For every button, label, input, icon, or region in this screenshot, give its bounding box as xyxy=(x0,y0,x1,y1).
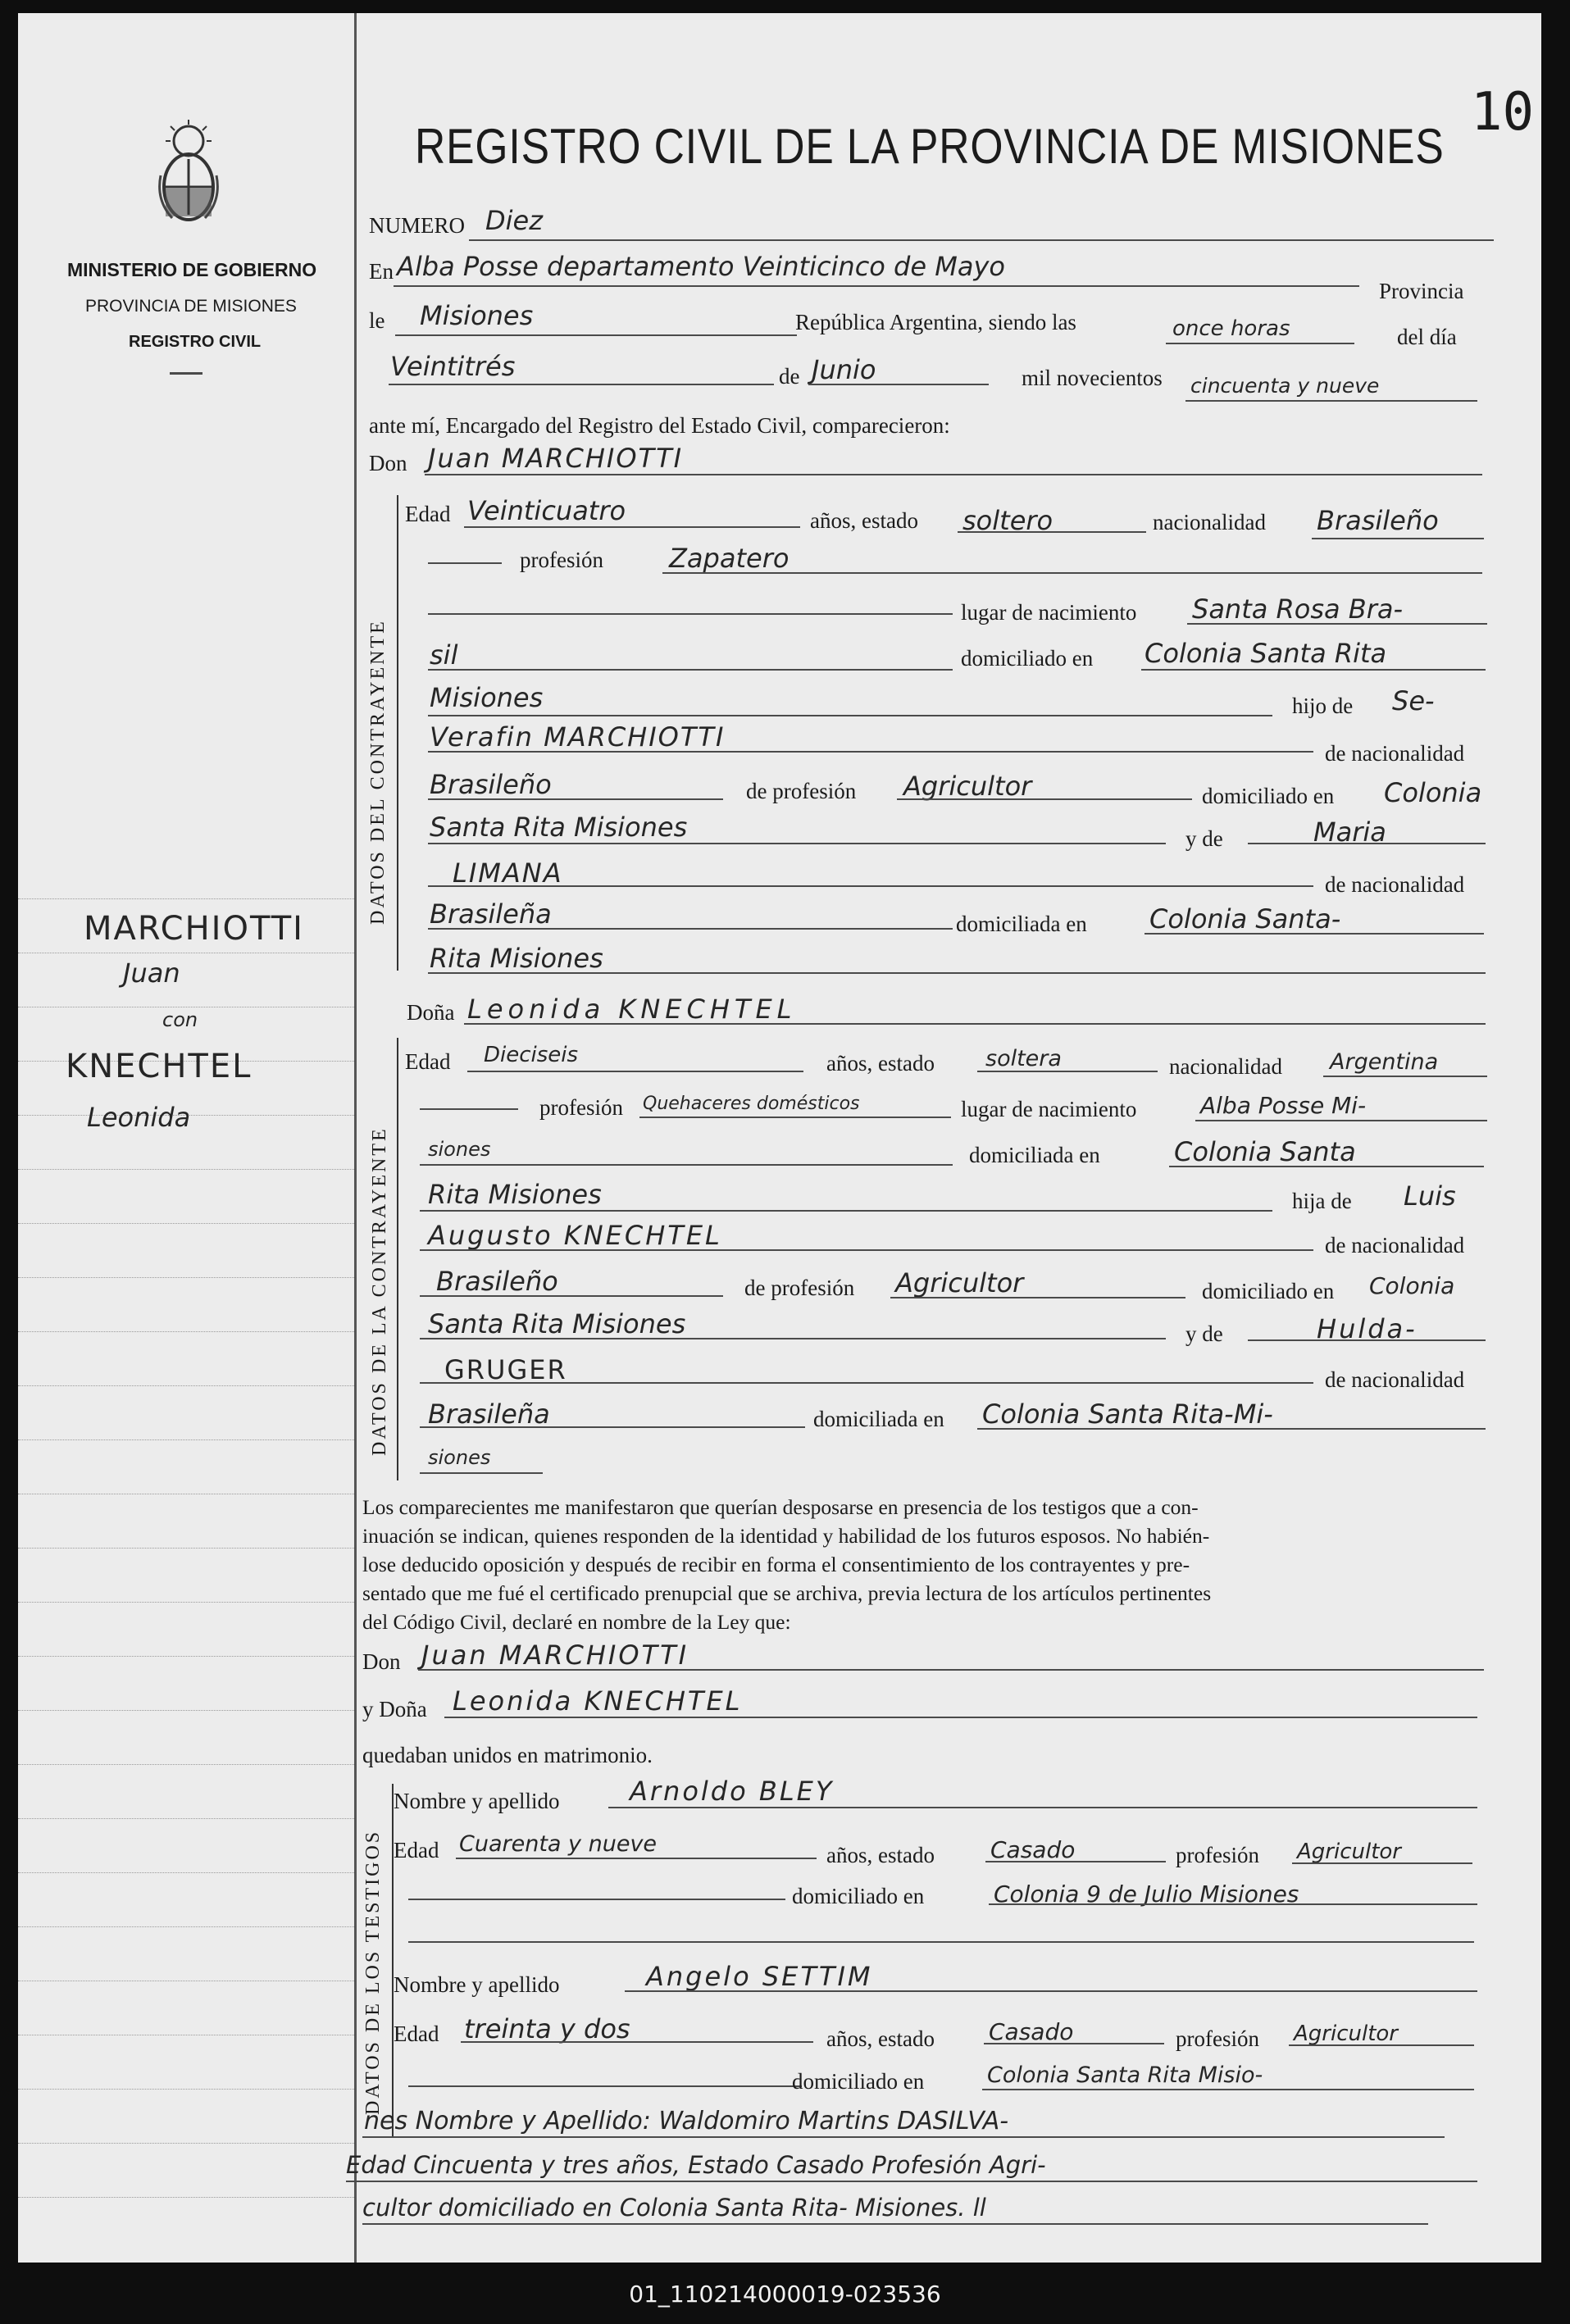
underline xyxy=(982,2089,1474,2090)
de-mes-label: de xyxy=(779,364,800,389)
decl-don-label: Don xyxy=(362,1649,401,1674)
padre-dom-value: Colonia xyxy=(1384,777,1482,808)
t2-domicilio-label: domiciliado en xyxy=(792,2069,925,2094)
underline xyxy=(428,843,1166,844)
margin-note-surname: MARCHIOTTI xyxy=(84,910,304,948)
underline xyxy=(362,2136,1445,2138)
margin-ruled-line xyxy=(18,898,354,899)
underline xyxy=(625,1990,1477,1992)
image-caption-bar xyxy=(0,2263,1570,2324)
underline xyxy=(389,384,774,385)
underline xyxy=(1166,343,1354,344)
madre-dom-value: Colonia Santa- xyxy=(1149,903,1341,935)
province-label: PROVINCIA DE MISIONES xyxy=(85,297,297,316)
profesion-label: profesión xyxy=(520,548,603,572)
republica-text: República Argentina, siendo las xyxy=(795,310,1076,334)
underline xyxy=(958,531,1146,533)
contrayenta-side-label: DATOS DE LA CONTRAYENTE xyxy=(369,1126,390,1456)
underline xyxy=(420,1210,1272,1212)
margin-ruled-line xyxy=(18,1710,354,1711)
page-title: REGISTRO CIVIL DE LA PROVINCIA DE MISIONES xyxy=(415,119,1445,174)
underline xyxy=(977,1071,1158,1072)
margin-ruled-line xyxy=(18,1548,354,1549)
padre-nac-value: Brasileño xyxy=(430,769,552,800)
lugar-value: Santa Rosa Bra- xyxy=(1192,594,1404,625)
estado-value-f: soltera xyxy=(985,1046,1062,1071)
t2-estado-value: Casado xyxy=(989,2018,1074,2045)
de-nac-label-f-2: de nacionalidad xyxy=(1325,1367,1465,1392)
underline xyxy=(420,1295,723,1297)
underline xyxy=(1141,669,1486,671)
t1-edad-value: Cuarenta y nueve xyxy=(459,1831,658,1857)
declaration-line-2: inuación se indican, quienes responden de la identidad y habilidad de los futuros esposos. No habién- xyxy=(362,1524,1210,1548)
estado-label-f: años, estado xyxy=(826,1051,935,1076)
de-nac-label: de nacionalidad xyxy=(1325,741,1465,766)
t1-nombre-label: Nombre y apellido xyxy=(394,1789,560,1813)
en-value: Alba Posse departamento Veinticinco de Mayo xyxy=(397,251,1005,282)
de-value: Misiones xyxy=(420,300,534,331)
t2-profesion-value: Agricultor xyxy=(1294,2022,1398,2046)
edad-value: Veinticuatro xyxy=(467,495,626,526)
t1-profesion-value: Agricultor xyxy=(1297,1840,1401,1864)
dona-value: Leonida KNECHTEL xyxy=(467,994,797,1025)
underline xyxy=(420,1426,805,1428)
provincia-label: Provincia xyxy=(1379,279,1464,303)
underline xyxy=(428,928,953,930)
underline xyxy=(428,972,1486,974)
underline xyxy=(464,526,800,528)
margin-ruled-line xyxy=(18,1926,354,1927)
domicilio-label: domiciliado en xyxy=(961,646,1094,671)
image-caption: 01_110214000019-023536 xyxy=(629,2281,941,2308)
testigos-side-label: DATOS DE LOS TESTIGOS xyxy=(362,1829,384,2115)
declaration-line-3: lose deducido oposición y después de recibir en forma el consentimiento de los contrayentes y pre- xyxy=(362,1553,1190,1576)
underline xyxy=(890,1297,1185,1298)
underline xyxy=(1289,2044,1474,2046)
underline xyxy=(1185,400,1477,402)
hija-value: Luis xyxy=(1404,1180,1456,1212)
margin-ruled-line xyxy=(18,1656,354,1657)
lugar-label: lugar de nacimiento xyxy=(961,600,1137,625)
dom-en-label: domiciliado en xyxy=(1202,784,1335,808)
dom-en-label-f: domiciliado en xyxy=(1202,1279,1335,1303)
y-de-label-f: y de xyxy=(1185,1321,1223,1346)
nacionalidad-value-f: Argentina xyxy=(1330,1049,1439,1075)
domicilio-value-f-cont: Rita Misiones xyxy=(428,1179,602,1210)
ante-mi-text: ante mí, Encargado del Registro del Estado Civil, comparecieron: xyxy=(369,413,950,438)
profesion-label-f: profesión xyxy=(539,1095,623,1120)
underline xyxy=(428,669,953,671)
nacionalidad-value: Brasileño xyxy=(1317,505,1439,536)
underline xyxy=(420,1164,953,1166)
padre-value-f: Augusto KNECHTEL xyxy=(428,1220,722,1251)
margin-ruled-line xyxy=(18,2143,354,2144)
underline xyxy=(394,285,1359,287)
underline xyxy=(428,715,1272,716)
y-de-label: y de xyxy=(1185,826,1223,851)
de-label: le xyxy=(369,308,385,333)
padre-dom-value-f-cont: Santa Rita Misiones xyxy=(428,1308,686,1339)
madre-dom-label: domiciliada en xyxy=(956,912,1087,936)
underline xyxy=(608,1807,1477,1808)
underline xyxy=(428,562,502,564)
mil-label: mil novecientos xyxy=(1022,366,1163,390)
underline xyxy=(989,1903,1477,1905)
underline xyxy=(408,1941,1474,1943)
dona-label: Doña xyxy=(407,1000,455,1025)
margin-note-surname2: KNECHTEL xyxy=(66,1048,253,1085)
dia-value: Veintitrés xyxy=(390,351,516,382)
underline xyxy=(1195,1120,1487,1121)
padre-prof-value: Agricultor xyxy=(903,771,1032,802)
underline xyxy=(420,1249,1313,1251)
margin-ruled-line xyxy=(18,1385,354,1386)
underline xyxy=(420,1382,1313,1384)
t1-domicilio-label: domiciliado en xyxy=(792,1884,925,1908)
domicilio-value-cont: Misiones xyxy=(430,682,544,713)
underline xyxy=(1292,1862,1472,1864)
mes-value: Junio xyxy=(812,354,876,385)
underline xyxy=(428,885,1313,887)
unidos-text: quedaban unidos en matrimonio. xyxy=(362,1743,653,1767)
underline xyxy=(897,798,1192,800)
hijo-label: hijo de xyxy=(1292,694,1354,718)
margin-note-name2: Leonida xyxy=(87,1102,191,1133)
page-number: 10 xyxy=(1471,82,1535,143)
underline xyxy=(977,1428,1486,1430)
madre-nac-value: Brasileña xyxy=(430,898,552,930)
lugar-label-f: lugar de nacimiento xyxy=(961,1097,1137,1121)
extra-witness-line-1: nes Nombre y Apellido: Waldomiro Martins DASILVA- xyxy=(364,2107,1009,2135)
numero-value: Diez xyxy=(485,205,544,236)
divider xyxy=(170,372,203,375)
edad-label: Edad xyxy=(405,502,451,526)
padre-value: Verafin MARCHIOTTI xyxy=(430,721,726,753)
decl-dona-value: Leonida KNECHTEL xyxy=(453,1685,743,1717)
t2-edad-value: treinta y dos xyxy=(464,2013,630,2044)
t1-estado-label: años, estado xyxy=(826,1843,935,1867)
underline xyxy=(1312,538,1484,539)
estado-label: años, estado xyxy=(810,508,918,533)
lugar-value-f: Alba Posse Mi- xyxy=(1200,1092,1367,1119)
margin-ruled-line xyxy=(18,1602,354,1603)
numero-label: NUMERO xyxy=(369,213,466,238)
underline xyxy=(362,2223,1428,2225)
lugar-value-cont: sil xyxy=(430,639,458,671)
underline xyxy=(985,1861,1166,1862)
decl-dona-label: y Doña xyxy=(362,1697,427,1721)
madre-dom-label-f: domiciliada en xyxy=(813,1407,944,1431)
don-label: Don xyxy=(369,451,407,475)
contrayente-bracket xyxy=(397,495,398,971)
underline xyxy=(1187,623,1487,625)
register-page xyxy=(18,13,1541,2263)
underline xyxy=(639,1117,951,1118)
registry-label: REGISTRO CIVIL xyxy=(129,333,262,351)
padre-prof-value-f: Agricultor xyxy=(895,1267,1024,1298)
margin-ruled-line xyxy=(18,2197,354,2198)
t2-edad-label: Edad xyxy=(394,2022,439,2046)
madre-dom-value-f: Colonia Santa Rita-Mi- xyxy=(982,1398,1273,1430)
contrayente-side-label: DATOS DEL CONTRAYENTE xyxy=(367,619,389,925)
madre-nac-value-f: Brasileña xyxy=(428,1398,550,1430)
margin-ruled-line xyxy=(18,1223,354,1224)
underline xyxy=(469,239,1494,241)
t1-profesion-label: profesión xyxy=(1176,1843,1259,1867)
del-dia-label: del día xyxy=(1397,325,1457,349)
madre-value-f-cont: GRUGER xyxy=(444,1354,567,1385)
nacionalidad-label: nacionalidad xyxy=(1153,510,1266,534)
madre-value: Maria xyxy=(1313,816,1386,848)
underline xyxy=(408,1899,785,1900)
underline xyxy=(464,1023,1486,1025)
margin-note-name: Juan xyxy=(123,957,180,989)
nacionalidad-label-f: nacionalidad xyxy=(1169,1054,1282,1079)
margin-note-con: con xyxy=(162,1008,198,1031)
don-value: Juan MARCHIOTTI xyxy=(428,443,684,474)
t2-nombre-label: Nombre y apellido xyxy=(394,1972,560,1997)
underline xyxy=(1248,843,1486,844)
underline xyxy=(461,2041,813,2043)
madre-dom-value-cont: Rita Misiones xyxy=(430,943,603,974)
t1-nombre-value: Arnoldo BLEY xyxy=(630,1776,835,1807)
estado-value: soltero xyxy=(962,505,1053,536)
domicilio-value-f: Colonia Santa xyxy=(1174,1136,1356,1167)
de-prof-label: de profesión xyxy=(746,779,857,803)
t2-profesion-label: profesión xyxy=(1176,2026,1259,2051)
margin-ruled-line xyxy=(18,1764,354,1765)
extra-witness-line-2: Edad Cincuenta y tres años, Estado Casado Profesión Agri- xyxy=(346,2151,1046,2179)
underline xyxy=(428,613,953,615)
underline xyxy=(418,1669,1484,1671)
underline xyxy=(428,751,1313,753)
underline xyxy=(984,2043,1164,2044)
underline xyxy=(395,334,797,336)
underline xyxy=(1248,1339,1486,1341)
margin-ruled-line xyxy=(18,1818,354,1819)
edad-value-f: Dieciseis xyxy=(484,1043,579,1067)
underline xyxy=(346,2181,1477,2182)
underline xyxy=(420,1338,1166,1339)
underline xyxy=(467,1071,803,1072)
margin-ruled-line xyxy=(18,1277,354,1278)
underline xyxy=(662,572,1482,574)
t1-domicilio-value: Colonia 9 de Julio Misiones xyxy=(994,1881,1299,1908)
margin-column xyxy=(18,13,357,2263)
domicilio-value: Colonia Santa Rita xyxy=(1145,638,1387,669)
testigos-bracket xyxy=(392,1784,394,2136)
madre-value-f: Hulda- xyxy=(1317,1313,1418,1344)
declaration-line-4: sentado que me fué el certificado prenupcial que se archiva, previa lectura de los artículos pertinentes xyxy=(362,1581,1212,1605)
declaration-line-1: Los comparecientes me manifestaron que querían desposarse en presencia de los testigos que a con- xyxy=(362,1495,1199,1519)
hijo-value: Se- xyxy=(1392,685,1435,716)
hora-value: once horas xyxy=(1172,316,1290,341)
edad-label-f: Edad xyxy=(405,1049,451,1074)
underline xyxy=(1169,1166,1484,1167)
coat-of-arms-icon xyxy=(156,118,221,226)
padre-nac-value-f: Brasileño xyxy=(436,1266,558,1297)
padre-dom-value-f: Colonia xyxy=(1369,1272,1455,1299)
t2-domicilio-value: Colonia Santa Rita Misio- xyxy=(987,2062,1263,2088)
ministry-label: MINISTERIO DE GOBIERNO xyxy=(67,259,317,280)
de-nac-label-f: de nacionalidad xyxy=(1325,1233,1465,1258)
t2-estado-label: años, estado xyxy=(826,2026,935,2051)
padre-dom-value-cont: Santa Rita Misiones xyxy=(430,812,688,843)
margin-ruled-line xyxy=(18,1872,354,1873)
contrayenta-bracket xyxy=(397,1038,398,1480)
madre-value-cont: LIMANA xyxy=(453,857,563,889)
underline xyxy=(1145,933,1484,935)
de-prof-label-f: de profesión xyxy=(744,1276,855,1300)
declaration-line-5: del Código Civil, declaré en nombre de la Ley que: xyxy=(362,1610,791,1634)
margin-ruled-line xyxy=(18,2089,354,2090)
margin-ruled-line xyxy=(18,1439,354,1440)
margin-ruled-line xyxy=(18,1331,354,1332)
underline xyxy=(1323,1076,1487,1077)
underline xyxy=(420,1472,543,1474)
hija-label: hija de xyxy=(1292,1189,1352,1213)
underline xyxy=(408,2085,802,2087)
underline xyxy=(425,474,1482,475)
lugar-value-f-cont: siones xyxy=(428,1138,491,1161)
decl-don-value: Juan MARCHIOTTI xyxy=(421,1640,689,1671)
underline xyxy=(456,1858,817,1859)
t1-estado-value: Casado xyxy=(990,1836,1076,1863)
domicilio-label-f: domiciliada en xyxy=(969,1143,1100,1167)
profesion-value: Zapatero xyxy=(669,543,790,574)
underline xyxy=(428,798,723,800)
t2-nombre-value: Angelo SETTIM xyxy=(646,1961,873,1992)
madre-dom-value-f-cont: siones xyxy=(428,1446,491,1469)
underline xyxy=(420,1108,518,1110)
extra-witness-line-3: cultor domiciliado en Colonia Santa Rita- Misiones. ll xyxy=(362,2194,986,2222)
underline xyxy=(444,1717,1477,1718)
margin-ruled-line xyxy=(18,1169,354,1170)
anio-value: cincuenta y nueve xyxy=(1190,374,1380,398)
t1-edad-label: Edad xyxy=(394,1838,439,1862)
en-label: En xyxy=(369,259,394,284)
de-nac-label-2: de nacionalidad xyxy=(1325,872,1465,897)
profesion-value-f: Quehaceres domésticos xyxy=(643,1094,860,1114)
underline xyxy=(808,384,989,385)
